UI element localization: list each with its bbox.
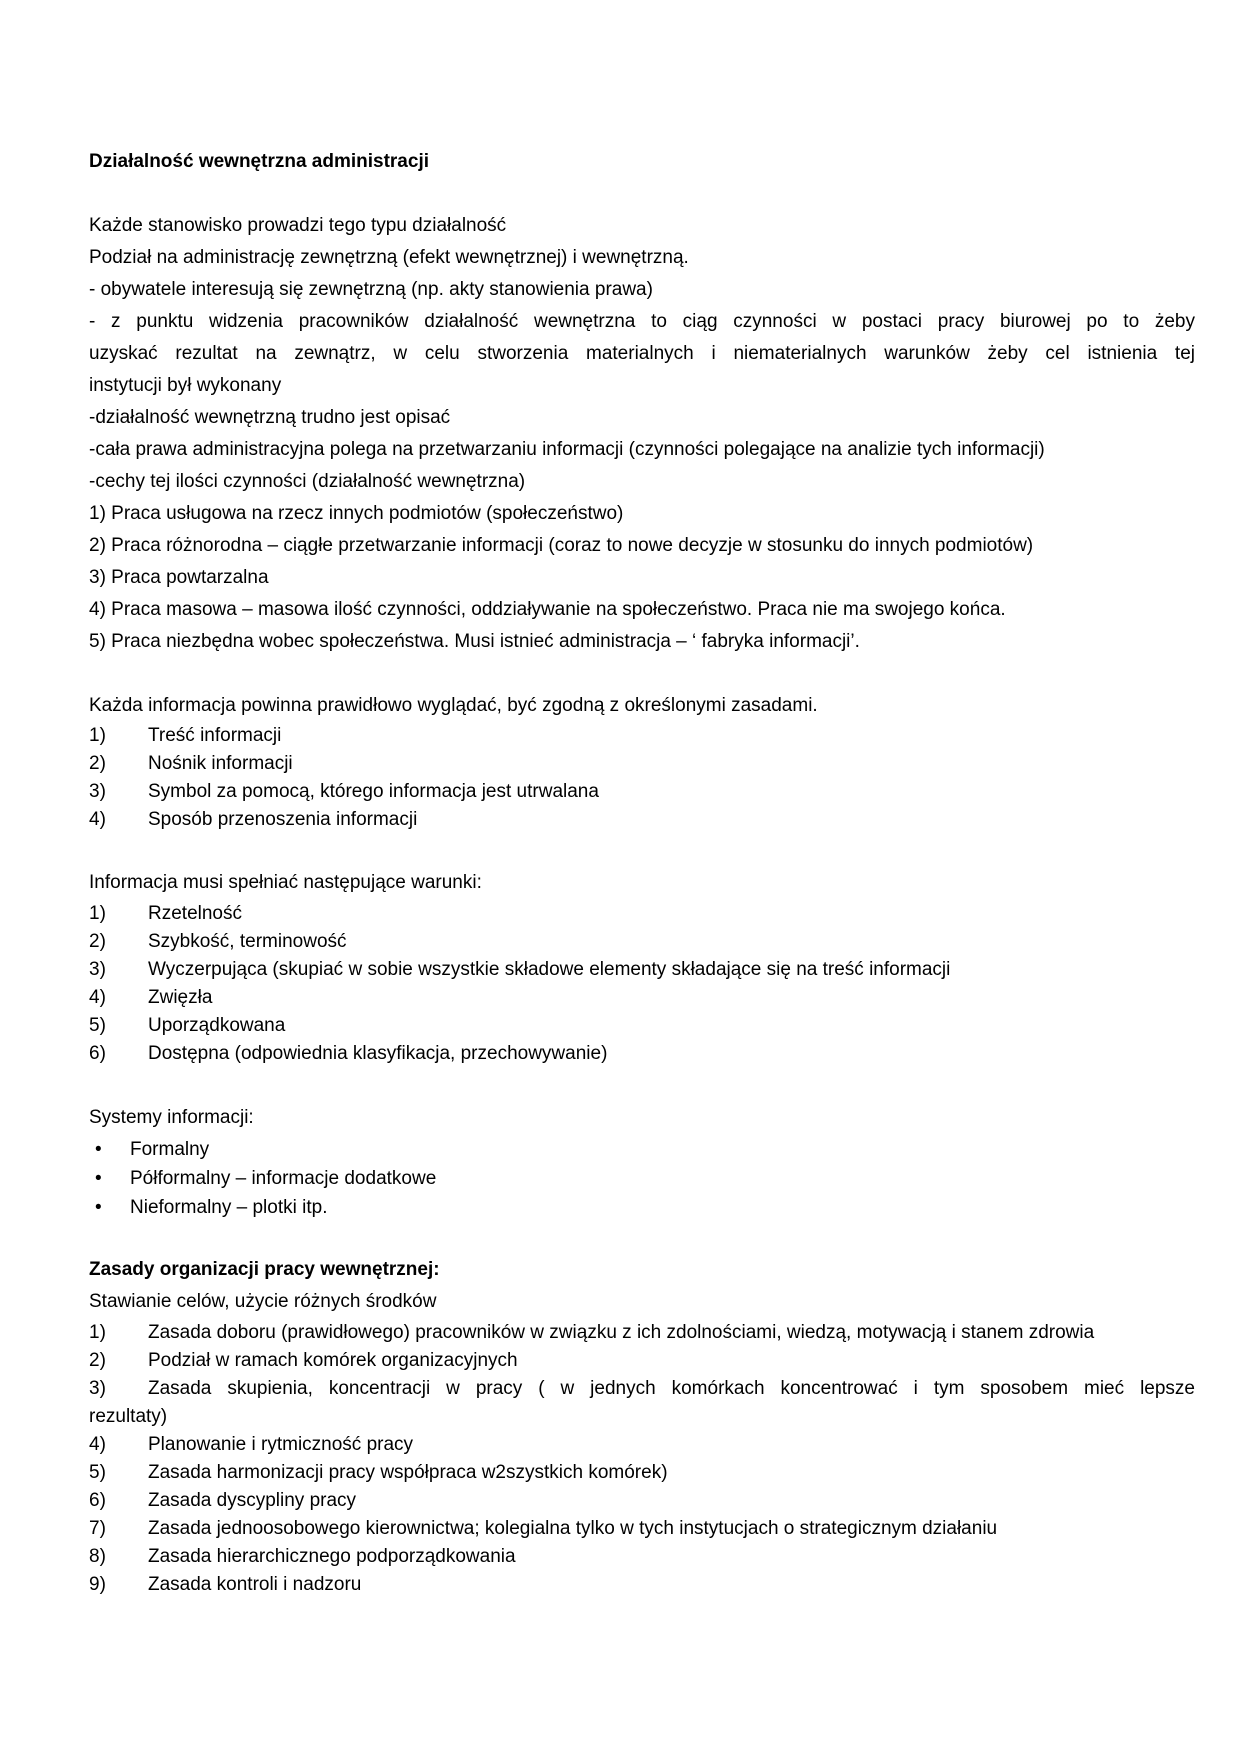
intro-line: 1) Praca usługowa na rzecz innych podmiotów (społeczeństwo) <box>89 503 624 524</box>
list-text: Symbol za pomocą, którego informacja jest utrwalana <box>148 781 599 802</box>
list-number: 8) <box>89 1546 106 1567</box>
list-text: Zasada kontroli i nadzoru <box>148 1574 362 1595</box>
bullet-icon: • <box>95 1139 102 1160</box>
list-number: 5) <box>89 1015 106 1036</box>
list-number: 4) <box>89 809 106 830</box>
list-number: 2) <box>89 931 106 952</box>
list-number: 7) <box>89 1518 106 1539</box>
info-heading: Każda informacja powinna prawidłowo wyglądać, być zgodną z określonymi zasadami. <box>89 695 818 716</box>
list-text: Szybkość, terminowość <box>148 931 347 952</box>
list-number: 4) <box>89 1434 106 1455</box>
list-text: Zasada skupienia, koncentracji w pracy ( w jednych komórkach koncentrować i tym sposobem mieć lepsze <box>148 1378 1195 1399</box>
list-number: 1) <box>89 1322 106 1343</box>
intro-line: uzyskać rezultat na zewnątrz, w celu stworzenia materialnych i niematerialnych warunków żeby cel istnienia tej <box>89 343 1195 364</box>
intro-line: 2) Praca różnorodna – ciągłe przetwarzanie informacji (coraz to nowe decyzje w stosunku do innych podmiotów) <box>89 535 1034 556</box>
list-text: Zasada harmonizacji pracy współpraca w2szystkich komórek) <box>148 1462 668 1483</box>
list-text: Uporządkowana <box>148 1015 286 1036</box>
list-number: 3) <box>89 1378 106 1399</box>
intro-line: Podział na administrację zewnętrzną (efekt wewnętrznej) i wewnętrzną. <box>89 247 689 268</box>
list-text: Dostępna (odpowiednia klasyfikacja, przechowywanie) <box>148 1043 608 1064</box>
intro-line: Każde stanowisko prowadzi tego typu działalność <box>89 215 507 236</box>
list-text: Zasada hierarchicznego podporządkowania <box>148 1546 516 1567</box>
list-number: 6) <box>89 1043 106 1064</box>
list-text: Planowanie i rytmiczność pracy <box>148 1434 414 1455</box>
bullet-text: Nieformalny – plotki itp. <box>130 1197 328 1218</box>
list-number: 3) <box>89 781 106 802</box>
list-text: Wyczerpująca (skupiać w sobie wszystkie składowe elementy składające się na treść informacji <box>148 959 951 980</box>
list-text: Zasada doboru (prawidłowego) pracowników w związku z ich zdolnościami, wiedzą, motywacją i stanem zdrowia <box>148 1322 1095 1343</box>
bullet-text: Formalny <box>130 1139 210 1160</box>
list-text: Zwięzła <box>148 987 213 1008</box>
list-text: Treść informacji <box>148 725 282 746</box>
list-text-continuation: rezultaty) <box>89 1406 168 1427</box>
rules-subheading: Stawianie celów, użycie różnych środków <box>89 1291 437 1312</box>
list-number: 5) <box>89 1462 106 1483</box>
list-text: Nośnik informacji <box>148 753 293 774</box>
intro-line: - z punktu widzenia pracowników działalność wewnętrzna to ciąg czynności w postaci pracy biurowej po to żeby <box>89 311 1195 332</box>
rules-heading: Zasady organizacji pracy wewnętrznej: <box>89 1259 440 1280</box>
list-text: Zasada jednoosobowego kierownictwa; kolegialna tylko w tych instytucjach o strategicznym działaniu <box>148 1518 998 1539</box>
intro-line: - obywatele interesują się zewnętrzną (np. akty stanowienia prawa) <box>89 279 653 300</box>
document-title: Działalność wewnętrzna administracji <box>89 151 429 172</box>
intro-line: instytucji był wykonany <box>89 375 282 396</box>
list-text: Sposób przenoszenia informacji <box>148 809 418 830</box>
list-number: 4) <box>89 987 106 1008</box>
intro-line: 5) Praca niezbędna wobec społeczeństwa. Musi istnieć administracja – ‘ fabryka informacji’. <box>89 631 860 652</box>
conditions-heading: Informacja musi spełniać następujące warunki: <box>89 872 482 893</box>
intro-line: -cała prawa administracyjna polega na przetwarzaniu informacji (czynności polegające na analizie tych informacji) <box>89 439 1045 460</box>
intro-line: 3) Praca powtarzalna <box>89 567 269 588</box>
list-number: 1) <box>89 903 106 924</box>
bullet-text: Półformalny – informacje dodatkowe <box>130 1168 437 1189</box>
list-number: 6) <box>89 1490 106 1511</box>
list-number: 2) <box>89 753 106 774</box>
bullet-icon: • <box>95 1168 102 1189</box>
bullet-icon: • <box>95 1197 102 1218</box>
systems-heading: Systemy informacji: <box>89 1107 254 1128</box>
list-number: 1) <box>89 725 106 746</box>
list-text: Rzetelność <box>148 903 242 924</box>
intro-line: 4) Praca masowa – masowa ilość czynności, oddziaływanie na społeczeństwo. Praca nie ma swojego końca. <box>89 599 1006 620</box>
list-text: Podział w ramach komórek organizacyjnych <box>148 1350 518 1371</box>
list-number: 3) <box>89 959 106 980</box>
intro-line: -cechy tej ilości czynności (działalność wewnętrzna) <box>89 471 526 492</box>
list-number: 2) <box>89 1350 106 1371</box>
list-number: 9) <box>89 1574 106 1595</box>
list-text: Zasada dyscypliny pracy <box>148 1490 357 1511</box>
intro-line: -działalność wewnętrzną trudno jest opisać <box>89 407 451 428</box>
